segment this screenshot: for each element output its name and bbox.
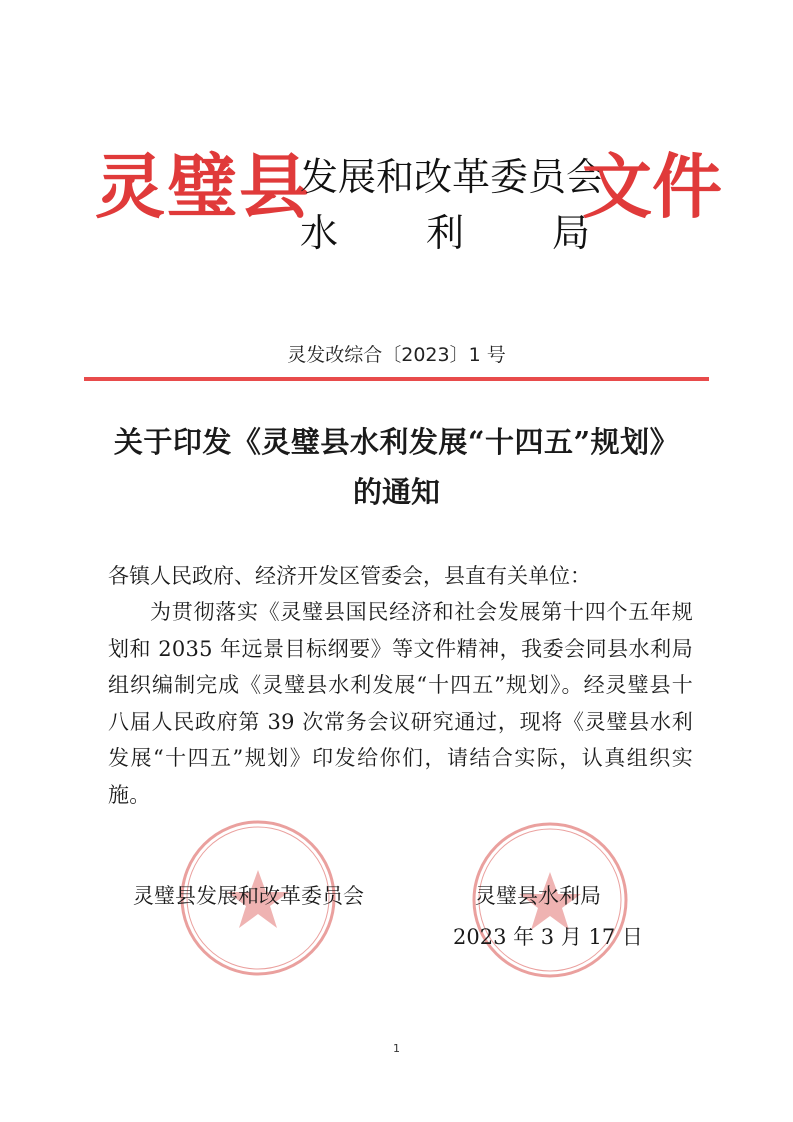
page-number: 1 <box>393 1042 400 1055</box>
body-paragraph: 为贯彻落实《灵璧县国民经济和社会发展第十四个五年规划和 2035 年远景目标纲要》等文件精神，我委会同县水利局组织编制完成《灵璧县水利发展“十四五”规划》。经灵璧县十八届人民政府第 39 次常务会议研究通过，现将《灵璧县水利发展“十四五”规划》印发给你们，请结合实际，认真组织实施。 <box>108 600 693 807</box>
document-title-line1: 关于印发《灵璧县水利发展“十四五”规划》 <box>113 425 680 459</box>
issue-date: 2023 年 3 月 17 日 <box>453 925 643 949</box>
agency-name-line1: 发展和改革委员会 <box>300 155 605 199</box>
issuer-signature-2: 灵璧县水利局 <box>475 884 601 908</box>
agency-name-line2 <box>300 211 590 255</box>
agency-line2-char: 局 <box>551 211 590 255</box>
red-divider-line <box>84 377 709 381</box>
document-title-line2: 的通知 <box>352 475 440 509</box>
agency-line2-char: 利 <box>425 211 464 255</box>
document-number: 灵发改综合〔2023〕1 号 <box>287 344 506 366</box>
document-suffix-header: 文件 <box>582 145 722 228</box>
salutation: 各镇人民政府、经济开发区管委会，县直有关单位： <box>108 564 591 588</box>
issuer-signature-1: 灵璧县发展和改革委员会 <box>133 884 364 908</box>
agency-line2-char: 水 <box>300 211 339 255</box>
county-name-header: 灵璧县 <box>95 145 311 228</box>
